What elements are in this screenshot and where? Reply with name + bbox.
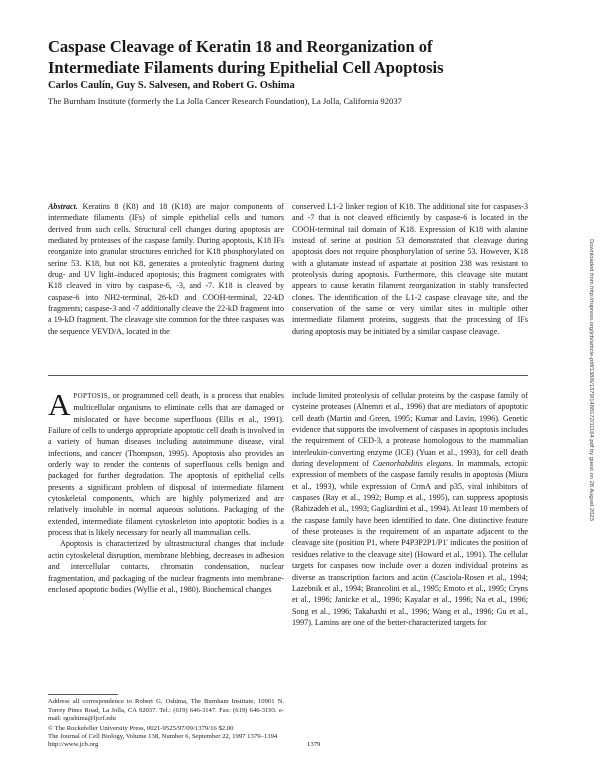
affiliation: The Burnham Institute (formerly the La Jolla Cancer Research Foundation), La Jolla, California 92037 (48, 96, 402, 106)
drop-cap: A (48, 387, 71, 422)
abstract-lead: Abstract. (48, 202, 78, 211)
body-right-text-a: include limited proteolysis of cellular proteins by the caspase family of cysteine proteases (Alnemri et al., 1996) that are mediators of apoptotic cell death (Martin and Green, 1995; Kumar and Lavin, 1996). Genetic evidence that supports the involvement of caspases in apoptosis includes the requirement of CED-3, a protease homologous to the mammalian interleukin-converting enzyme (ICE) (Yuan et al., 1993), for cell death during development of (292, 391, 528, 469)
journal-footer (48, 725, 298, 750)
download-watermark (586, 200, 596, 560)
abstract-left-column (48, 201, 284, 337)
body-right-text-b: . In mammals, ectopic expression of members of the caspase family results in apoptosis (Miura et al., 1993), while expression of CrmA and p35, viral inhibitors of caspases (Ray et al., 1992; Bump et al., 1995), can suppress apoptosis (Rabizadeh et al., 1993; Gagliardini et al., 1994). At least 10 members of the caspase family have been identified to date. One distinctive feature of these proteases is the requirement of an aspartate adjacent to the cleavage site (position P1, where P4P3P2P1/P1′ indicates the position of residues relative to the cleavage site) (Howard et al., 1991). The cellular targets for caspases now include over a dozen individual proteins as diverse as transcription factors and actin (Casciola-Rosen et al., 1994; Lazebnik et al., 1994; Brancolini et al., 1995; Emoto et al., 1995; Cryns et al., 1996; Janicke et al., 1996; Kayalar et al., 1996; Na et al., 1996; Song et al., 1996; Takahashi et al., 1996; Wang et al., 1996; Gu et al., 1997). Lamins are one of the better-characterized targets for (292, 459, 529, 627)
intro-paragraph-2: Apoptosis is characterized by ultrastructural changes that include actin cytoskeletal disruption, membrane blebbing, decreases in adhesion and intercellular contacts, chromatin condensation, nuclear fragmentation, and packaging of the nuclear fragments into membrane-enclosed apoptotic bodies (Wyllie et al., 1980). Biochemical changes (48, 539, 284, 594)
abstract-right-column (292, 201, 528, 337)
abstract-text-right: conserved L1-2 linker region of K18. The additional site for caspases-3 and -7 that is not cleaved efficiently by caspase-6 is located in the COOH-terminal tail domain of K18. Expression of K18 with alanine instead of serine at position 53 demonstrated that cleavage during apoptosis does not require phosphorylation of serine 53. However, K18 with a glutamate instead of aspartate at position 238 was resistant to proteolysis during apoptosis. Furthermore, this cleavage site mutant appears to cause keratin filament reorganization in stably transfected clones. The identification of the L1-2 caspase cleavage site, and the conservation of the same or very similar sites in multiple other intermediate filament proteins, suggests that the processing of IFs during apoptosis may be initiated by a similar caspase cleavage. (292, 202, 528, 336)
intro-smallcaps: POPTOSIS (73, 392, 108, 400)
page-number: 1379 (307, 741, 321, 748)
species-name: Caenorhabditis elegans (372, 459, 452, 469)
section-divider (48, 375, 528, 376)
intro-paragraph-1: , or programmed cell death, is a process that enables multicellular organisms to eliminate cells that are damaged or mislocated or have become superfluous (Ellis et al., 1991). Failure of cells to undergo appropriate apoptotic cell death is involved in a variety of human diseases including autoimmune disease, viral infections, and cancer (Thompson, 1995). Apoptosis also provides an orderly way to render the contents of superfluous cells benign and packaged for further degradation. The apoptosis of epithelial cells presents a significant problem of disposal of intermediate filament cytoskeletal components, which are highly polymerized and are relatively insoluble in normal aqueous solutions. Packaging of the extended, intermediate filament cytoskeleton into apoptotic bodies is a process that is likely necessary for nearly all mammalian cells. (48, 391, 284, 538)
download-watermark-text: Downloaded from http://rupress.org/jcb/article-pdf/138/6/1379/1488172/11164.pdf by guest on 28 August 2023 (588, 239, 594, 521)
citation-line: The Journal of Cell Biology, Volume 138, Number 6, September 22, 1997 1379–1394 (48, 733, 278, 741)
body-left-column (48, 387, 284, 595)
abstract-text-left: Keratins 8 (K8) and 18 (K18) are major components of intermediate filaments (IFs) of simple epithelial cells and tumors derived from such cells. Structural cell changes during apoptosis are mediated by proteases of the caspase family. During apoptosis, K18 IFs reorganize into granular structures enriched for K18 phosphorylated on serine 53. K18, but not K8, generates a proteolytic fragment during drug- and UV light–induced apoptosis; this fragment comigrates with K18 cleaved in vitro by caspase-6, -3, and -7. K18 is cleaved by caspase-6 into NH2-terminal, 26-kD and COOH-terminal, 22-kD fragments; caspase-3 and -7 additionally cleave the 22-kD fragment into a 19-kD fragment. The cleavage site common for the three caspases was the sequence VEVD/A, located in the (48, 202, 284, 336)
copyright-line: © The Rockefeller University Press, 0021-9525/97/09/1379/16 $2.00 (48, 725, 234, 732)
paper-title: Caspase Cleavage of Keratin 18 and Reorganization of Intermediate Filaments during Epithelial Cell Apoptosis (48, 37, 444, 77)
journal-url[interactable]: http://www.jcb.org (48, 741, 99, 749)
author-list: Carlos Caulín, Guy S. Salvesen, and Robert G. Oshima (48, 80, 295, 91)
body-right-column (292, 390, 528, 628)
footnote-rule (48, 694, 118, 695)
correspondence-footnote: Address all correspondence to Robert G. Oshima, The Burnham Institute, 10901 N. Torrey Pines Road, La Jolla, CA 92037. Tel.: (619) 646-3147. Fax: (619) 646-3193. e-mail: rgoshima@ljcrf.edu (48, 698, 284, 723)
